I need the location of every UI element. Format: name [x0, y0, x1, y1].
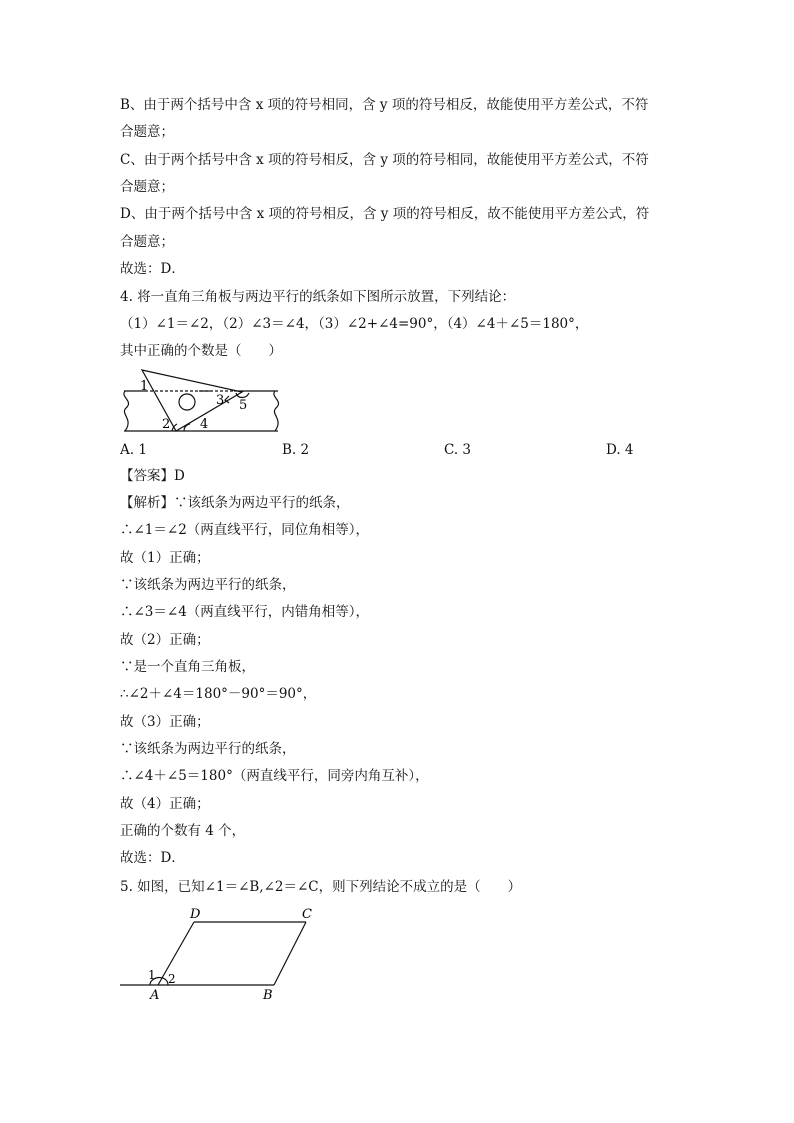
fig2-label-c: C — [302, 907, 312, 922]
analysis-line-2: ∴∠1＝∠2（两直线平行，同位角相等）， — [120, 522, 370, 538]
option-a: A. 1 — [120, 442, 147, 458]
text-line-b2: 合题意； — [120, 124, 174, 140]
option-c: C. 3 — [444, 442, 472, 458]
question-4-ask: 其中正确的个数是（ ） — [120, 343, 282, 359]
analysis-line-12: 故（4）正确； — [120, 796, 210, 812]
answer-line: 【答案】D — [120, 468, 185, 484]
analysis-line-5: ∴∠3＝∠4（两直线平行，内错角相等）， — [120, 604, 370, 620]
option-d: D. 4 — [606, 442, 634, 458]
analysis-line-4: ∵该纸条为两边平行的纸条， — [120, 577, 296, 593]
analysis-line-3: 故（1）正确； — [120, 550, 210, 566]
fig1-label-3: 3 — [216, 393, 225, 408]
figure-parallelogram — [116, 902, 326, 1004]
fig2-label-b: B — [263, 988, 273, 1003]
analysis-line-11: ∴∠4＋∠5＝180°（两直线平行，同旁内角互补）， — [120, 768, 429, 784]
analysis-line-10: ∵该纸条为两边平行的纸条， — [120, 741, 296, 757]
fig1-label-2: 2 — [162, 417, 171, 432]
fig2-label-2: 2 — [168, 972, 176, 986]
question-5-stem: 5. 如图，已知∠1＝∠B,∠2＝∠C，则下列结论不成立的是（ ） — [120, 879, 522, 895]
text-line-c1: C、由于两个括号中含 x 项的符号相反，含 y 项的符号相同，故能使用平方差公式，不符 — [120, 152, 649, 168]
analysis-line-1: 【解析】∵该纸条为两边平行的纸条， — [120, 495, 350, 511]
text-line-answer-prev: 故选：D． — [120, 261, 185, 277]
fig1-label-1: 1 — [140, 379, 149, 394]
question-4-stem: 4. 将一直角三角板与两边平行的纸条如下图所示放置，下列结论： — [120, 289, 516, 305]
option-b: B. 2 — [282, 442, 310, 458]
analysis-line-14: 故选：D． — [120, 850, 185, 866]
text-line-d1: D、由于两个括号中含 x 项的符号相反，含 y 项的符号相反，故不能使用平方差公式，符 — [120, 206, 650, 222]
text-line-b1: B、由于两个括号中含 x 项的符号相同，含 y 项的符号相反，故能使用平方差公式，不符 — [120, 97, 649, 113]
fig1-label-4: 4 — [200, 417, 209, 432]
analysis-line-9: 故（3）正确； — [120, 714, 210, 730]
analysis-line-13: 正确的个数有 4 个， — [120, 823, 246, 839]
analysis-line-8: ∴∠2＋∠4＝180°－90°＝90°， — [120, 686, 317, 702]
fig2-label-1: 1 — [148, 968, 156, 982]
text-line-c2: 合题意； — [120, 179, 174, 195]
fig1-label-5: 5 — [239, 398, 248, 413]
analysis-line-7: ∵是一个直角三角板， — [120, 659, 255, 675]
analysis-line-6: 故（2）正确； — [120, 632, 210, 648]
text-line-d2: 合题意； — [120, 234, 174, 250]
figure-triangle-strip — [118, 364, 288, 438]
question-4-conclusions: （1）∠1＝∠2，（2）∠3＝∠4，（3）∠2+∠4=90°，（4）∠4＋∠5＝180°， — [120, 316, 589, 332]
fig2-label-a: A — [150, 988, 160, 1003]
fig2-label-d: D — [190, 907, 201, 922]
